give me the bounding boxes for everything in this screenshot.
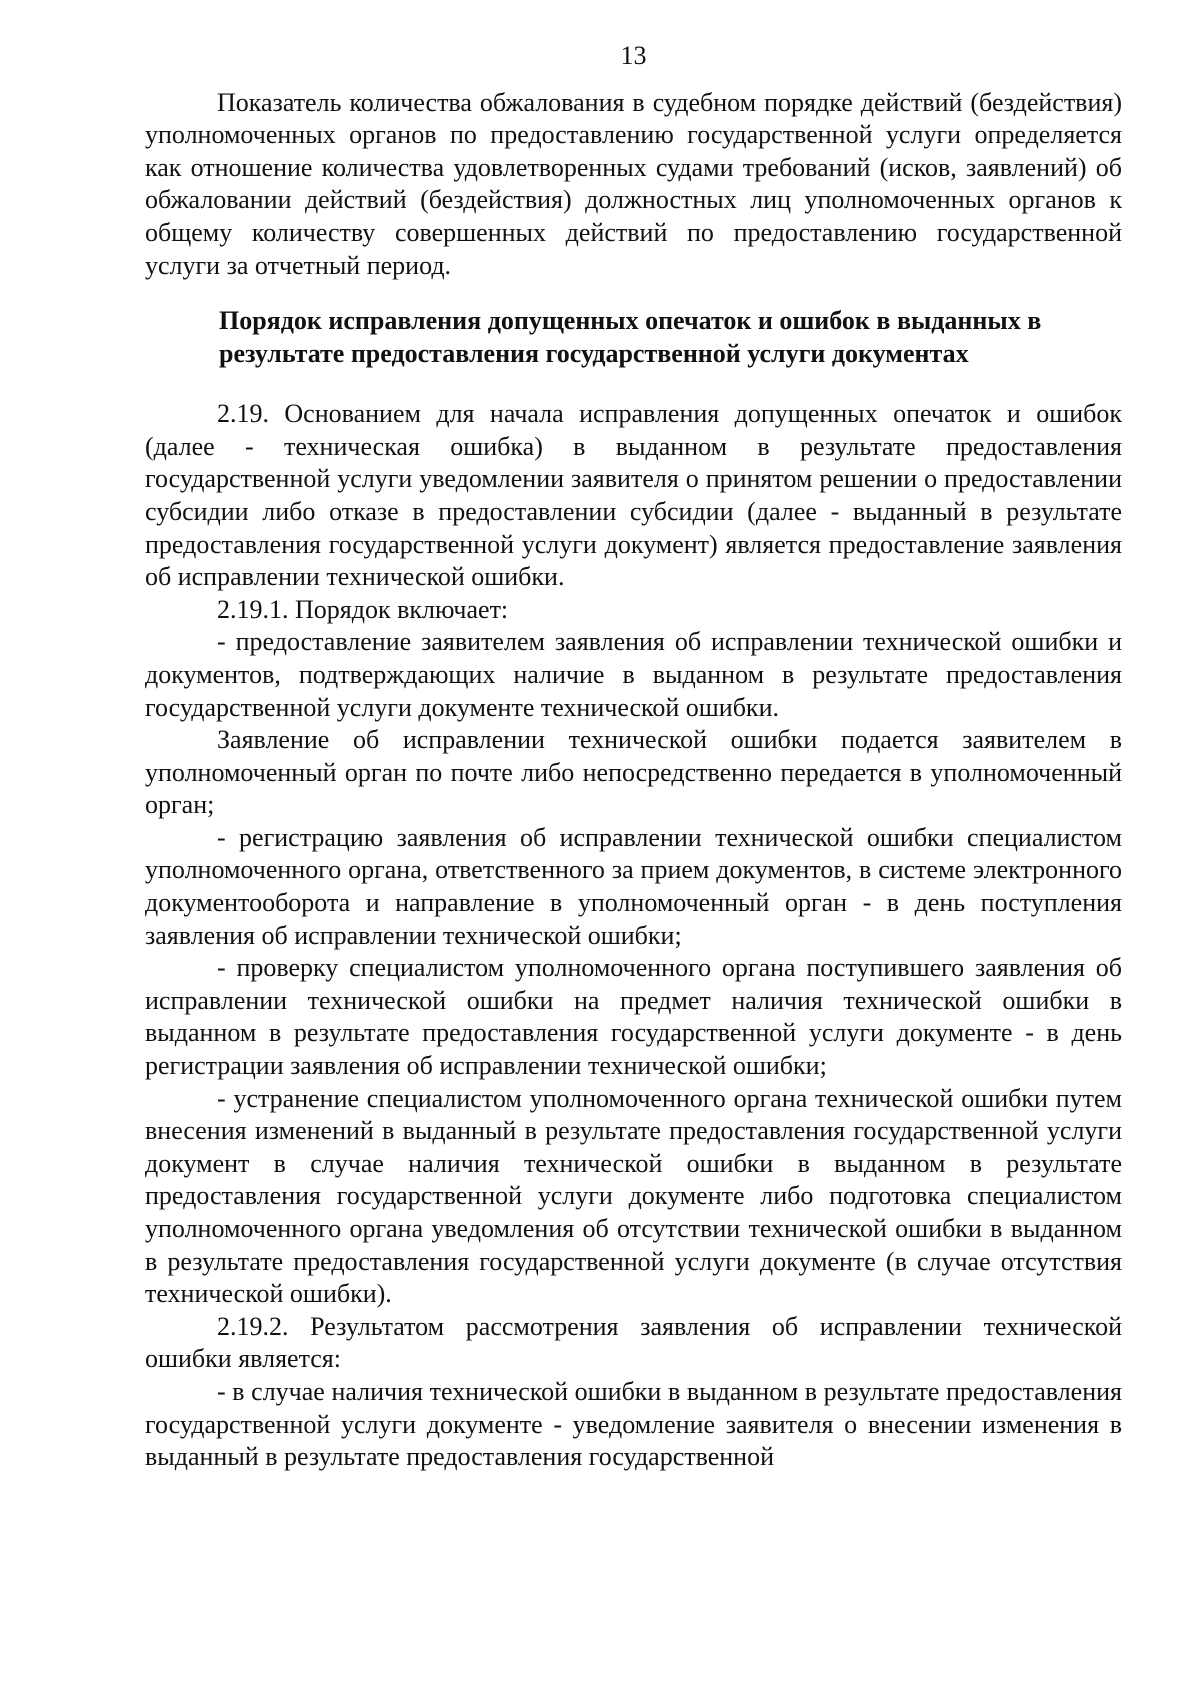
section-heading-line-1: Порядок исправления допущенных опечаток и ошибок в выданных в <box>219 306 1042 336</box>
list-item-submission: - предоставление заявителем заявления об исправлении технической ошибки и документов, подтверждающих наличие в выданном в результате предоставления государственной услуги документе технической ошибки. <box>145 627 1122 722</box>
list-item-registration: - регистрацию заявления об исправлении технической ошибки специалистом уполномоченного органа, ответственного за прием документов, в системе электронного документооборота и направление в уполномоченный орган - в день поступления заявления об исправлении технической ошибки; <box>145 822 1122 950</box>
intro-paragraph: Показатель количества обжалования в судебном порядке действий (бездействия) уполномоченных органов по предоставлению государственной услуги определяется как отношение количества удовлетворенных судами требований (исков, заявлений) об обжаловании действий (бездействия) должностных лиц уполномоченных органов к общему количеству совершенных действий по предоставлению государственной услуги за отчетный период. <box>145 87 1122 280</box>
list-item-correction: - устранение специалистом уполномоченного органа технической ошибки путем внесения изменений в выданный в результате предоставления государственной услуги документ в случае наличия технической ошибки в выданном в результате предоставления государственной услуги документе либо подготовка специалистом уполномоченного органа уведомления об отсутствии технической ошибки в выданном в результате предоставления государственной услуги документе (в случае отсутствия технической ошибки). <box>145 1083 1122 1309</box>
list-item-result: - в случае наличия технической ошибки в выданном в результате предоставления государственной услуги документе - уведомление заявителя о внесении изменения в выданный в результате предоставления государственной <box>145 1376 1122 1472</box>
paragraph-2-19-2: 2.19.2. Результатом рассмотрения заявления об исправлении технической ошибки является: <box>145 1311 1122 1374</box>
paragraph-2-19: 2.19. Основанием для начала исправления допущенных опечаток и ошибок (далее - техническая ошибка) в выданном в результате предоставления государственной услуги уведомлении заявителя о принятом решении о предоставлении субсидии либо отказе в предоставлении субсидии (далее - выданный в результате предоставления государственной услуги документ) является предоставление заявления об исправлении технической ошибки. <box>145 399 1122 592</box>
paragraph-2-19-1: 2.19.1. Порядок включает: <box>217 594 509 624</box>
section-heading-line-2: результате предоставления государственной услуги документах <box>219 339 969 369</box>
document-page <box>145 40 1122 1474</box>
section-heading <box>145 304 1122 370</box>
list-item-verification: - проверку специалистом уполномоченного органа поступившего заявления об исправлении технической ошибки на предмет наличия технической ошибки в выданном в результате предоставления государственной услуги документе - в день регистрации заявления об исправлении технической ошибки; <box>145 953 1122 1081</box>
page-number: 13 <box>620 41 647 70</box>
paragraph-application-delivery: Заявление об исправлении технической ошибки подается заявителем в уполномоченный орган по почте либо непосредственно передается в уполномоченный орган; <box>145 725 1122 820</box>
